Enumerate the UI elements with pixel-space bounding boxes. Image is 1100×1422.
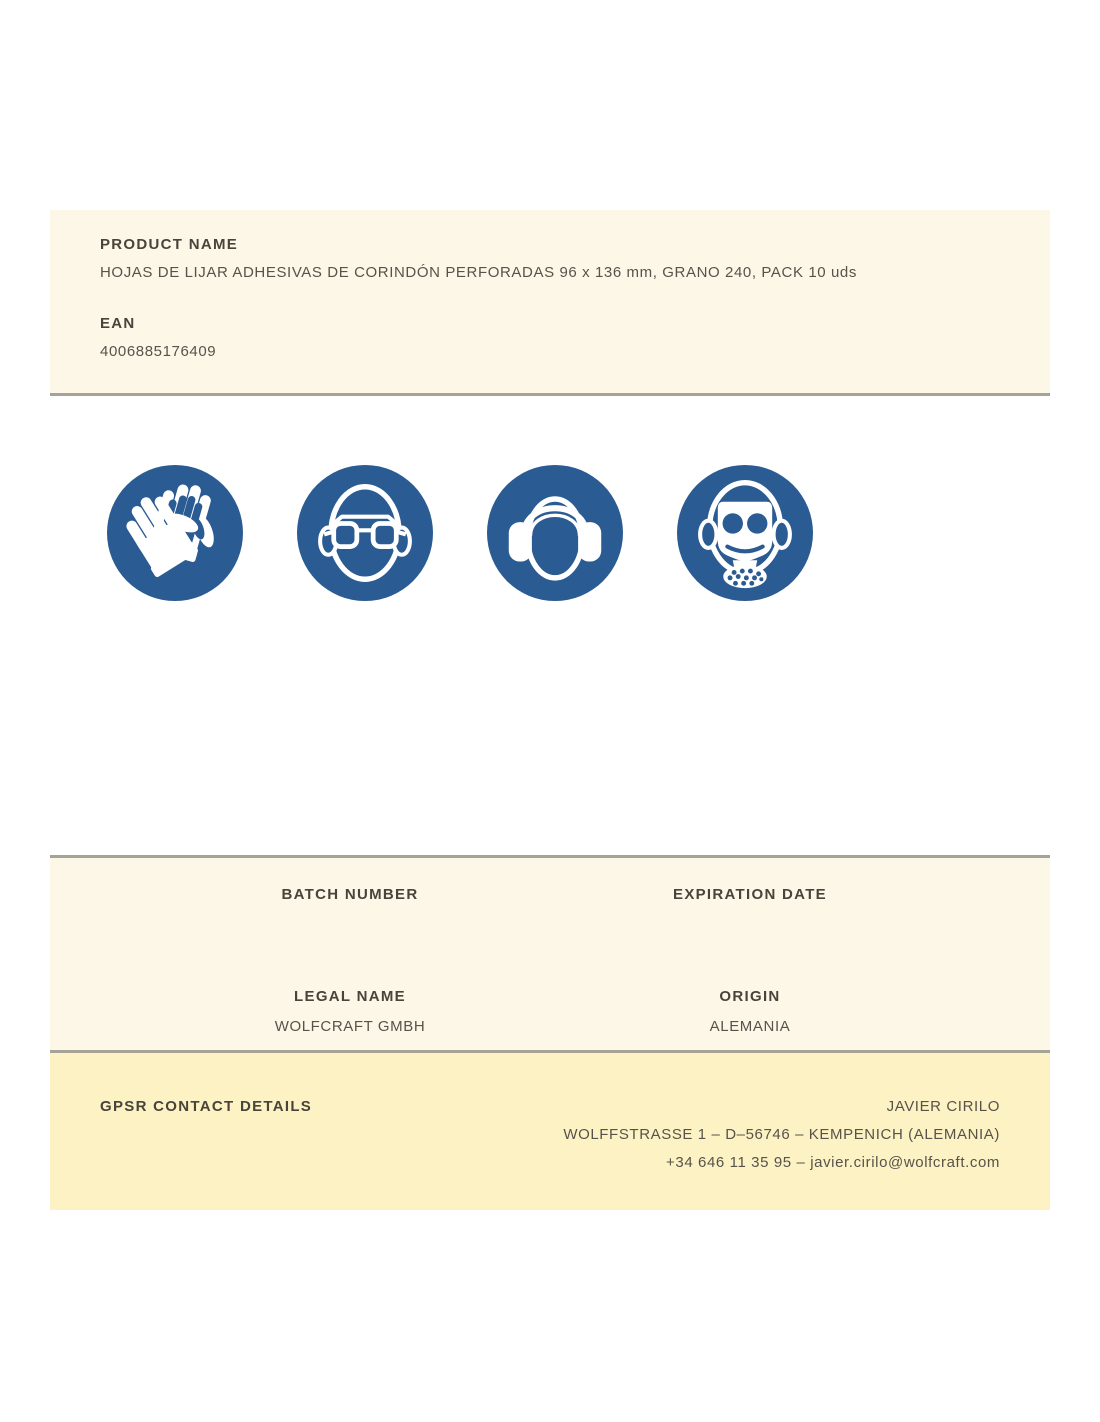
contact-phone-email: +34 646 11 35 95 – javier.cirilo@wolfcraft.com	[666, 1154, 1000, 1171]
safety-icons-row	[107, 465, 813, 601]
product-info-panel	[50, 210, 1050, 396]
product-name-label: PRODUCT NAME	[100, 236, 239, 253]
wear-ear-protection-icon	[487, 465, 623, 601]
product-name-value: HOJAS DE LIJAR ADHESIVAS DE CORINDÓN PERFORADAS 96 x 136 mm, GRANO 240, PACK 10 uds	[100, 264, 857, 281]
batch-number-label: BATCH NUMBER	[281, 886, 419, 903]
wear-eye-protection-icon	[297, 465, 433, 601]
ean-label: EAN	[100, 315, 136, 332]
origin-label: ORIGIN	[719, 988, 781, 1005]
batch-info-panel	[50, 855, 1050, 1053]
wear-protective-gloves-icon	[107, 465, 243, 601]
legal-name-label: LEGAL NAME	[294, 988, 406, 1005]
legal-name-value: WOLFCRAFT GMBH	[274, 1018, 426, 1035]
contact-name: JAVIER CIRILO	[886, 1098, 1000, 1115]
ean-value: 4006885176409	[100, 343, 217, 360]
contact-address: WOLFFSTRASSE 1 – D–56746 – KEMPENICH (ALEMANIA)	[563, 1126, 1000, 1143]
gpsr-contact-label: GPSR CONTACT DETAILS	[100, 1098, 313, 1115]
expiration-date-label: EXPIRATION DATE	[673, 886, 827, 903]
wear-respirator-icon	[677, 465, 813, 601]
origin-value: ALEMANIA	[709, 1018, 791, 1035]
gpsr-contact-panel	[50, 1053, 1050, 1210]
gpsr-contact-lines	[563, 1093, 1000, 1177]
